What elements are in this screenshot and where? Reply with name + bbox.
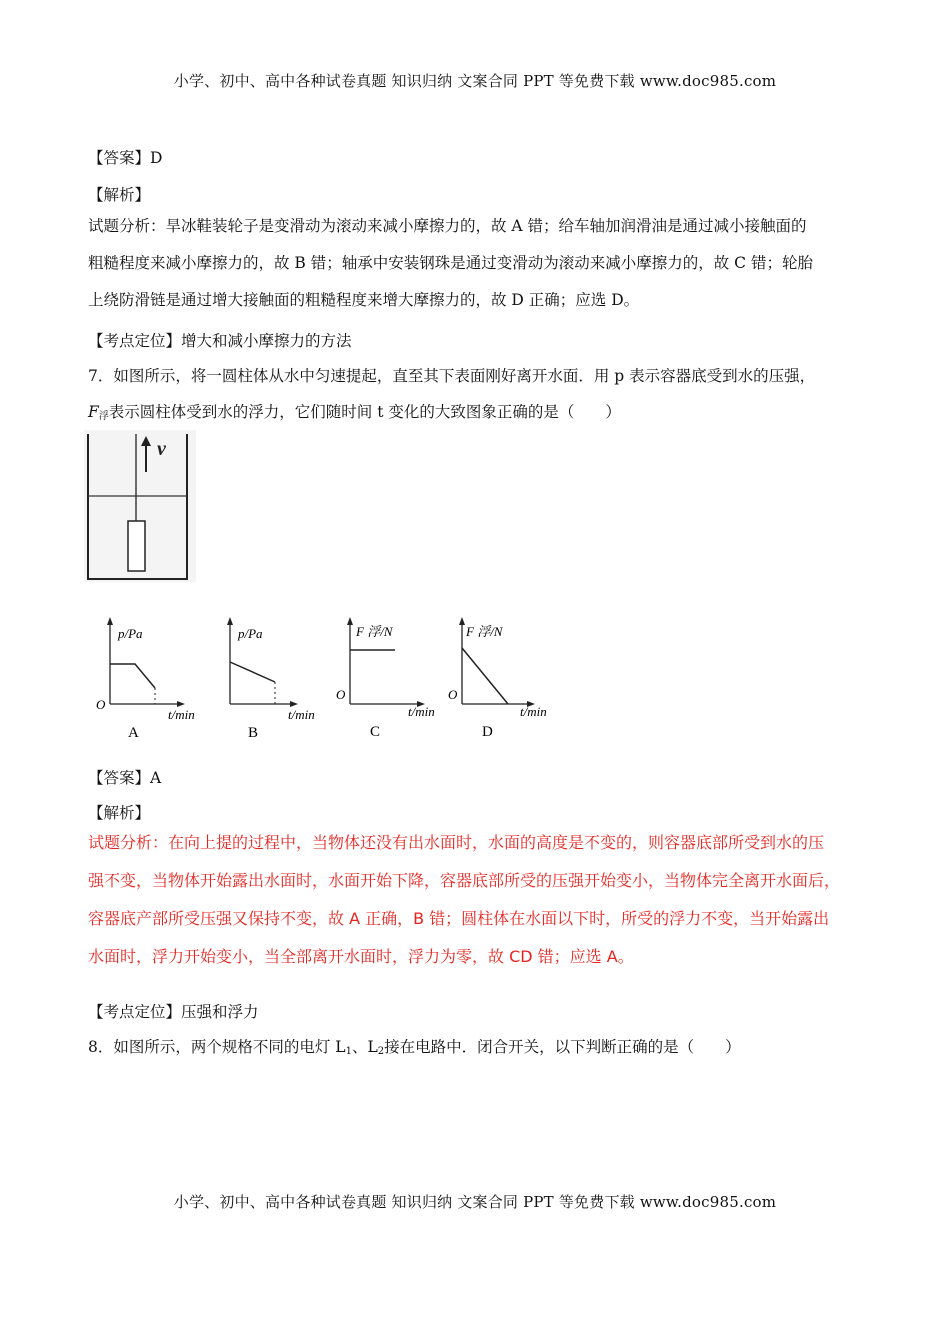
q8-sub-1: 1 [345, 1046, 352, 1057]
q7-analysis-title: 【解析】 [88, 804, 151, 822]
graph-b-xlabel: t/min [288, 707, 315, 722]
graph-c-ylabel: F 浮/N [356, 624, 393, 639]
page-header: 小学、初中、高中各种试卷真题 知识归纳 文案合同 PPT 等免费下载 www.doc985.com [173, 72, 777, 90]
option-graphs [90, 612, 560, 742]
q6-analysis-line: 粗糙程度来减小摩擦力的，故 B 错；轴承中安装钢珠是通过变滑动为滚动来减小摩擦力的，故 C 错；轮胎 [88, 254, 813, 272]
graph-d-origin: O [448, 687, 458, 702]
q7-analysis-line: 试题分析：在向上提的过程中，当物体还没有出水面时，水面的高度是不变的，则容器底部所受到水的压 [88, 833, 825, 852]
container-figure [84, 430, 196, 582]
graph-c-y-arrow-icon [347, 617, 353, 625]
q7-stem-line2 [88, 400, 621, 422]
q7-analysis [88, 824, 873, 976]
graph-b-y-arrow-icon [227, 617, 233, 625]
q7-stem-line2-text: 表示圆柱体受到水的浮力，它们随时间 t 变化的大致图象正确的是（ ） [108, 403, 621, 421]
q7-knowledge-point: 【考点定位】压强和浮力 [88, 1003, 259, 1021]
graph-d-ylabel: F 浮/N [466, 624, 503, 639]
q6-analysis [88, 208, 873, 319]
graph-d [448, 617, 547, 740]
graph-c [336, 617, 435, 740]
q8-stem [88, 1035, 741, 1057]
cylinder [128, 521, 145, 571]
graph-d-xlabel: t/min [520, 704, 547, 719]
graph-b-ylabel: p/Pa [238, 626, 263, 641]
page-footer: 小学、初中、高中各种试卷真题 知识归纳 文案合同 PPT 等免费下载 www.doc985.com [173, 1193, 777, 1211]
q8-sub-2: 2 [377, 1046, 385, 1057]
q6-analysis-line: 上绕防滑链是通过增大接触面的粗糙程度来增大摩擦力的，故 D 正确；应选 D。 [88, 291, 640, 309]
graph-b-option: B [248, 725, 259, 741]
graph-d-option: D [482, 724, 493, 740]
graph-a [96, 617, 195, 741]
graph-a-curve [110, 664, 155, 688]
q7-analysis-line: 水面时，浮力开始变小，当全部离开水面时，浮力为零，故 CD 错；应选 A。 [88, 947, 634, 966]
graph-d-curve [462, 648, 508, 704]
graph-a-origin: O [96, 697, 106, 712]
q8-stem-b: 、L [351, 1038, 378, 1056]
graph-c-option: C [370, 724, 381, 740]
q8-stem-c: 接在电路中．闭合开关，以下判断正确的是（ ） [384, 1038, 741, 1056]
q6-knowledge-point: 【考点定位】增大和减小摩擦力的方法 [88, 332, 352, 350]
q6-analysis-line: 试题分析：旱冰鞋装轮子是变滑动为滚动来减小摩擦力的，故 A 错；给车轴加润滑油是通过减小接触面的 [88, 217, 807, 235]
graph-a-ylabel: p/Pa [118, 626, 143, 641]
graph-c-xlabel: t/min [408, 704, 435, 719]
velocity-label: v [157, 438, 166, 460]
q7-analysis-line: 容器底产部所受压强又保持不变，故 A 正确，B 错；圆柱体在水面以下时，所受的浮力不变，当开始露出 [88, 909, 830, 928]
buoyancy-symbol: F [88, 403, 99, 421]
q6-answer: 【答案】D [88, 149, 163, 167]
graph-a-option: A [128, 725, 139, 741]
graph-d-y-arrow-icon [459, 617, 465, 625]
graph-b-curve [230, 662, 275, 682]
q7-stem-line1: 7．如图所示，将一圆柱体从水中匀速提起，直至其下表面刚好离开水面．用 p 表示容器底受到水的压强， [88, 367, 816, 385]
graph-c-origin: O [336, 687, 346, 702]
buoyancy-subscript: 浮 [98, 411, 109, 422]
q8-stem-a: 8．如图所示，两个规格不同的电灯 L [88, 1038, 346, 1056]
q7-analysis-line: 强不变，当物体开始露出水面时，水面开始下降，容器底部所受的压强开始变小，当物体完全离开水面后， [88, 871, 841, 890]
graph-a-y-arrow-icon [107, 617, 113, 625]
q6-analysis-title: 【解析】 [88, 186, 151, 204]
q7-answer: 【答案】A [88, 769, 162, 787]
graph-a-xlabel: t/min [168, 707, 195, 722]
graph-b [227, 617, 315, 741]
